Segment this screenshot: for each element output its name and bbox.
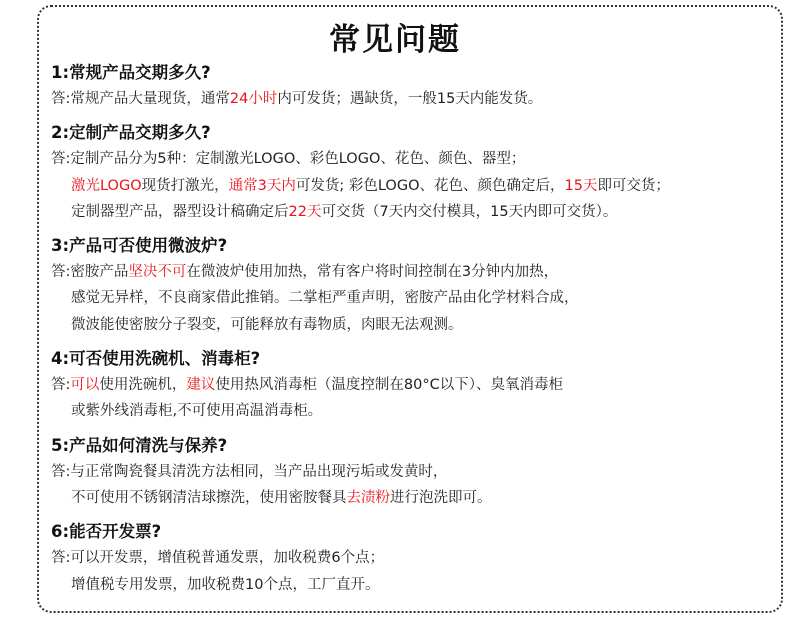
faq-list bbox=[51, 60, 781, 598]
answer-text: 在微波炉使用加热，常有客户将时间控制在3分钟内加热， bbox=[186, 264, 559, 281]
answer-text: 使用洗碗机， bbox=[99, 377, 187, 394]
faq-answer-line bbox=[51, 285, 781, 311]
answer-text: 即可交货； bbox=[597, 177, 670, 194]
faq-question: 6:能否开发票? bbox=[51, 522, 162, 542]
answer-text: 使用热风消毒柜（温度控制在80°C以下）、臭氧消毒柜 bbox=[215, 377, 563, 394]
faq-answer-line bbox=[51, 572, 781, 598]
faq-question: 1:常规产品交期多久? bbox=[51, 63, 211, 82]
highlight-text: 可以 bbox=[70, 377, 100, 394]
answer-text: 答: bbox=[51, 377, 71, 394]
answer-text: 答:常规产品大量现货，通常 bbox=[51, 91, 230, 107]
answer-text: 内可发货；遇缺货，一般15天内能发货。 bbox=[277, 91, 543, 107]
faq-answer-line bbox=[51, 398, 781, 424]
answer-text: 增值税专用发票，加收税费10个点，工厂直开。 bbox=[71, 576, 380, 593]
answer-text: 定制器型产品，器型设计稿确定后 bbox=[71, 203, 289, 220]
highlight-text: 激光LOGO bbox=[71, 177, 142, 194]
faq-question: 2:定制产品交期多久? bbox=[51, 123, 211, 143]
faq-answer-line bbox=[51, 259, 781, 285]
faq-answer-line bbox=[51, 312, 781, 338]
answer-text: 答:定制产品分为5种：定制激光LOGO、彩色LOGO、花色、颜色、器型； bbox=[51, 151, 526, 168]
faq-answer-line bbox=[51, 199, 781, 225]
answer-text: 或紫外线消毒柜,不可使用高温消毒柜。 bbox=[71, 403, 323, 420]
answer-text: 答:可以开发票，增值税普通发票，加收税费6个点； bbox=[51, 550, 385, 567]
page-title: 常见问题 bbox=[329, 22, 461, 58]
faq-answer-line bbox=[51, 86, 781, 112]
answer-text: 感觉无异样，不良商家借此推销。二掌柜严重声明，密胺产品由化学材料合成， bbox=[71, 290, 579, 307]
highlight-text: 通常3天内 bbox=[228, 177, 296, 194]
highlight-text: 15天 bbox=[564, 177, 598, 194]
faq-question: 5:产品如何清洗与保养? bbox=[51, 435, 228, 455]
answer-text: 可交货（7天内交付模具，15天内即可交货）。 bbox=[321, 203, 618, 220]
highlight-text: 建议 bbox=[186, 377, 216, 394]
answer-text: 微波能使密胺分子裂变，可能释放有毒物质，肉眼无法观测。 bbox=[71, 316, 463, 333]
faq-answer-line bbox=[51, 372, 781, 398]
highlight-text: 22天 bbox=[288, 203, 322, 220]
answer-text: 可发货; 彩色LOGO、花色、颜色确定后， bbox=[295, 177, 565, 194]
highlight-text: 24小时 bbox=[229, 91, 278, 107]
faq-answer-line bbox=[51, 146, 781, 172]
highlight-text: 坚决不可 bbox=[128, 264, 187, 281]
answer-text: 答:与正常陶瓷餐具清洗方法相同，当产品出现污垢或发黄时， bbox=[51, 463, 448, 480]
answer-text: 答:密胺产品 bbox=[51, 264, 129, 281]
faq-answer-line bbox=[51, 459, 781, 485]
answer-text: 进行泡洗即可。 bbox=[390, 489, 492, 506]
answer-text: 不可使用不锈钢清洁球擦洗，使用密胺餐具 bbox=[71, 489, 347, 506]
answer-text: 现货打激光， bbox=[141, 177, 229, 194]
highlight-text: 去渍粉 bbox=[346, 489, 390, 506]
faq-answer-line bbox=[51, 173, 781, 199]
faq-answer-line bbox=[51, 545, 781, 571]
faq-question: 4:可否使用洗碗机、消毒柜? bbox=[51, 349, 261, 369]
faq-question: 3:产品可否使用微波炉? bbox=[51, 236, 228, 256]
faq-answer-line bbox=[51, 485, 781, 511]
